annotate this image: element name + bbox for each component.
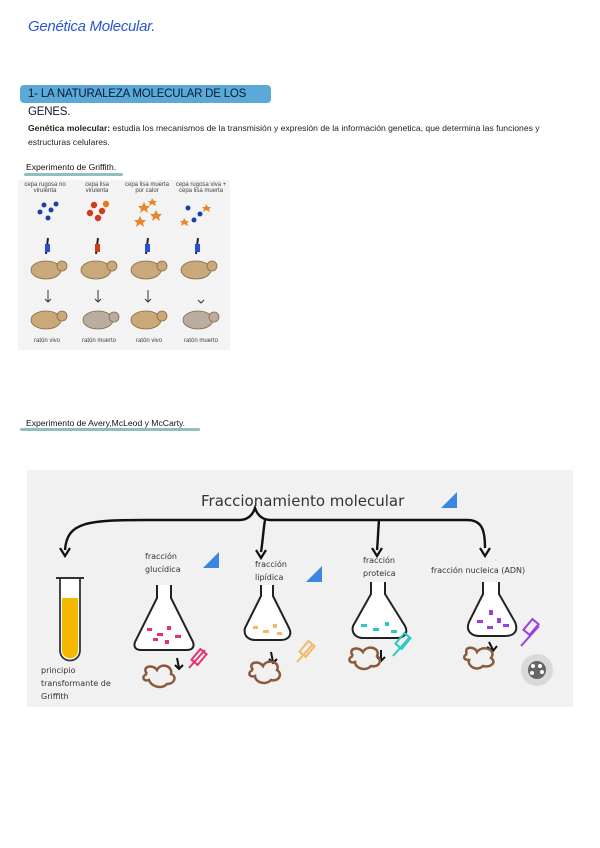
bacteria-mixed-icon	[180, 204, 211, 226]
section-heading: 1- LA NATURALEZA MOLECULAR DE LOS GENES.	[20, 85, 271, 103]
origin-label: principio transformante de Griffith	[41, 666, 111, 701]
test-tube-icon	[56, 578, 84, 661]
avery-diagram	[27, 470, 573, 707]
flask-glucidic-icon	[134, 585, 193, 650]
palette-button[interactable]	[521, 655, 553, 687]
arrow-head-icon	[60, 548, 490, 558]
syringe-icon	[46, 238, 198, 254]
bacteria-smooth-icon	[87, 201, 109, 221]
avery-underline	[20, 428, 200, 431]
griffith-col2-bottom: ratón muerto	[81, 338, 117, 344]
griffith-col2-top: cepa lisa virulenta	[85, 182, 109, 194]
arrow-down-icon	[45, 290, 204, 303]
syringe-nucleic-icon	[521, 619, 539, 646]
griffith-col1-bottom: ratón vivo	[33, 338, 60, 344]
griffith-col3-bottom: ratón vivo	[135, 338, 162, 344]
bacteria-rough-icon	[38, 202, 59, 221]
mouse-nucleic-icon	[464, 648, 493, 669]
mouse-lipidic-icon	[249, 662, 280, 683]
avery-subtitle: Experimento de Avery,McLeod y McCarty.	[26, 418, 186, 428]
syringe-lipidic-icon	[297, 641, 315, 662]
flask-proteic-icon	[353, 582, 407, 638]
bacteria-heat-killed-icon	[134, 198, 162, 227]
griffith-col4-top: cepa rugosa viva + cepa lisa muerta	[175, 182, 227, 194]
definition-term: Genética molecular:	[28, 123, 111, 133]
brace-connector	[65, 508, 485, 550]
mouse-proteic-icon	[349, 648, 380, 669]
page-title: Genética Molecular.	[28, 18, 156, 35]
fraction-lipidic-label: fracción lipídica	[255, 560, 287, 582]
diagram-title: Fraccionamiento molecular	[201, 492, 405, 510]
griffith-illustration	[18, 180, 230, 350]
definition-paragraph	[28, 121, 578, 149]
griffith-underline	[24, 173, 123, 176]
mouse-row-bottom	[31, 311, 219, 329]
griffith-col4-bottom: ratón muerto	[183, 338, 219, 344]
griffith-subtitle: Experimento de Griffith.	[26, 162, 117, 172]
syringe-glucidic-icon	[189, 649, 207, 668]
griffith-figure	[18, 180, 230, 350]
triangle-marker-icon	[203, 552, 219, 568]
fraction-glucidic-label: fracción glucídica	[145, 552, 181, 574]
griffith-col1-top: cepa rugosa no virulenta	[24, 182, 66, 194]
mouse-glucidic-icon	[143, 666, 174, 687]
triangle-marker-icon	[306, 566, 322, 582]
triangle-marker-icon	[441, 492, 457, 508]
fraction-proteic-label: fracción proteica	[363, 556, 396, 578]
definition-text: estudia los mecanismos de la transmisión y expresión de la información genetica, que determina las funciones y estructuras celulares.	[28, 123, 540, 147]
griffith-col3-top: cepa lisa muerta por calor	[124, 182, 170, 194]
fraction-nucleic-label: fracción nucleica (ADN)	[431, 566, 526, 575]
